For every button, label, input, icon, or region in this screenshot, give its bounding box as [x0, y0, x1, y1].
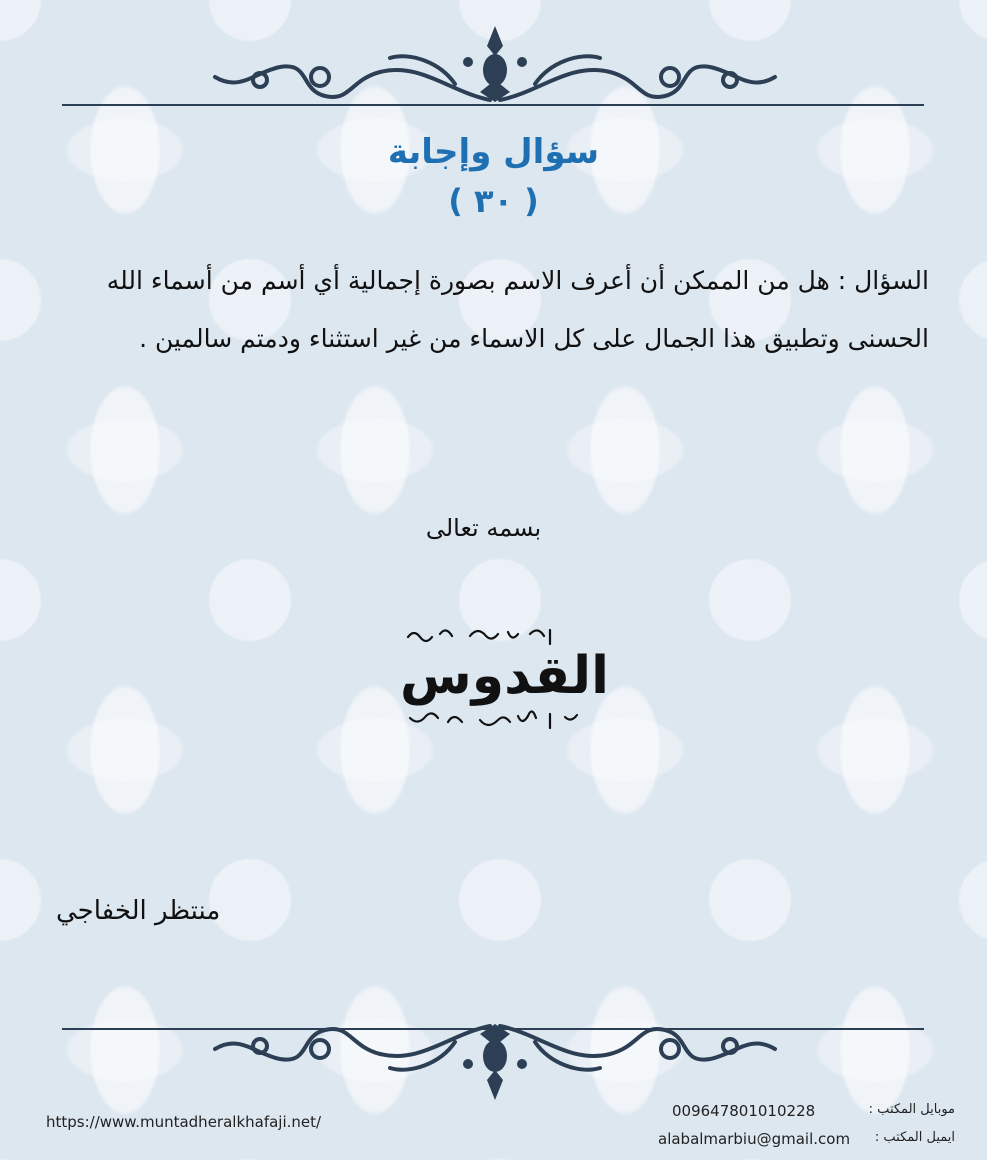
mobile-value: 009647801010228 [672, 1102, 816, 1120]
website-link[interactable]: https://www.muntadheralkhafaji.net/ [46, 1113, 322, 1131]
signature: منتظر الخفاجي [56, 896, 221, 926]
top-rule [62, 104, 924, 106]
page-title: سؤال وإجابة [387, 132, 600, 172]
calligraphy-divine-name [400, 622, 609, 734]
calligraphy-text: القدوس [400, 646, 609, 706]
answer-opening: بسمه تعالى [425, 514, 542, 542]
question-text: السؤال : هل من الممكن أن أعرف الاسم بصورة إجمالية أي أسم من أسماء الله الحسنى وتطبيق هذا الجمال على كل الاسماء من غير استثناء ودمتم سالمين . [106, 266, 929, 353]
email-value[interactable]: alabalmarbiu@gmail.com [658, 1130, 851, 1148]
email-label: ايميل المكتب : [874, 1130, 955, 1145]
mobile-label: موبايل المكتب : [868, 1102, 955, 1117]
bottom-ornament-icon [200, 1020, 790, 1102]
top-ornament-icon [200, 22, 790, 104]
question-number: ( ٣٠ ) [448, 182, 539, 220]
